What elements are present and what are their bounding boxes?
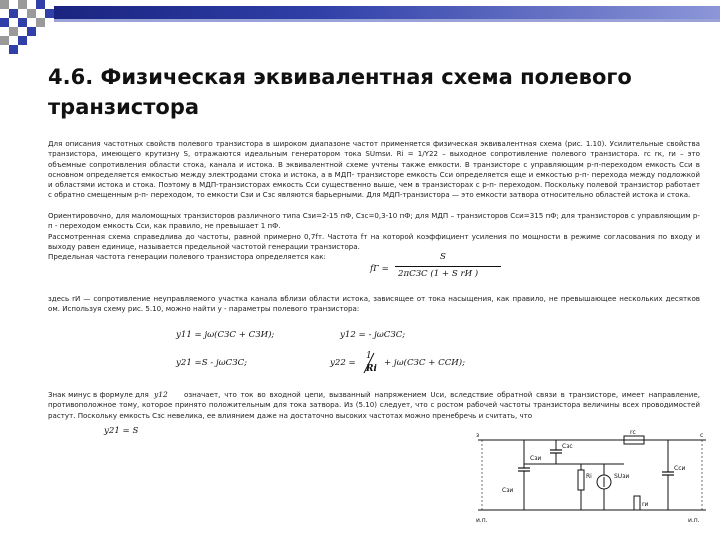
formula-y11: y11 = jω(CЗС + CЗИ); bbox=[176, 330, 275, 340]
circuit-label-csi: Сси bbox=[674, 465, 686, 472]
header-bar bbox=[54, 6, 720, 19]
paragraph-frequency: Рассмотренная схема справедлива до частоты, равной примерно 0,7fт. Частота fт на которой коэффициент усиления по мощности в режиме согласования по входу и выходу равен единице, называется предельной частотой генерации транзистора. bbox=[48, 232, 700, 252]
formula-y22-rhs: + jω(CЗС + CСИ); bbox=[384, 358, 466, 368]
formula-y12-inline: y12 bbox=[154, 390, 168, 399]
circuit-label-gate: з bbox=[476, 432, 480, 439]
circuit-label-rc: rс bbox=[630, 430, 636, 436]
page-title: 4.6. Физическая эквивалентная схема полевого транзистора bbox=[48, 65, 632, 119]
formula-ft-numerator: S bbox=[440, 252, 446, 262]
paragraph-conclusion-body: означает, что ток во входной цепи, вызванный напряжением Uси, вследствие обратной связи в транзисторе, имеет направление, противоположное тому, которое принято положительным для тока затвора. Из (5.10) следует, что с ростом рабочей частоты транзистора величины всех проводимостей растут. Поскольку емкость Сзс невелика, ее влиянием даже на достаточно высоких частотах можно пренебречь и считать, что bbox=[48, 390, 700, 420]
checker-decoration bbox=[0, 0, 54, 54]
paragraph-ft-definition: Предельная частота генерации полевого транзистора определяется как: bbox=[48, 252, 326, 261]
formula-y12: y12 = - jωCЗС; bbox=[340, 330, 406, 340]
paragraph-capacitances: Ориентировочно, для маломощных транзисторов различного типа Сзи=2-15 пФ, Сзс=0,3-10 пФ; для МДП – транзисторов Сси=315 пФ; для транзисторов с управляющим р-п - переходом емкость Сси, как правило, не превышает 1 пФ. bbox=[48, 211, 700, 231]
circuit-label-czi: Сзи bbox=[530, 455, 542, 462]
paragraph-conclusion-lead: Знак минус в формуле для bbox=[48, 390, 149, 399]
paragraph-conclusion bbox=[48, 390, 700, 421]
circuit-label-czc: Сзс bbox=[562, 443, 573, 450]
formula-y21: y21 =S - jωCЗС; bbox=[176, 358, 248, 368]
circuit-label-output-port: и.п. bbox=[688, 517, 700, 524]
formula-y21-approx: y21 = S bbox=[104, 426, 139, 436]
paragraph-intro: Для описания частотных свойств полевого транзистора в широком диапазоне частот применяется физическая эквивалентная схема (рис. 1.10). Усилительные свойства транзистора, имеющего крутизну S, отражаются идеальным генератором тока SUmsи. Ri = 1/Y22 – выходное сопротивление полевого транзистора. rс rк, rи – это объемные сопротивления области стока, канала и истока. В эквивалентной схеме учтены также емкости. В транзисторе с управляющим р-п-переходом емкость Сси в основном определяется емкостью между электродами стока и истока, а в МДП- транзисторе емкость Сси определяется еще и емкостью р-п- перехода между подложкой и областями истока и стока. Поэтому в МДП-транзисторах емкость Сси существенно выше, чем в транзисторах с р-п- переходом. Поскольку полевой транзистор работает с обратно смещенным р-п- переходом, то емкости Сзи и Сзс являются барьерными. Для МДП-транзистора — это емкости затвора относительно областей истока и стока. bbox=[48, 139, 700, 200]
formula-y22-lhs: y22 = bbox=[330, 358, 356, 368]
circuit-label-input-port: и.п. bbox=[476, 517, 488, 524]
formula-y22-numerator: 1 bbox=[366, 351, 372, 361]
header-underline bbox=[54, 19, 720, 22]
formula-y22-denominator: Ri bbox=[366, 364, 377, 374]
formula-ft-denominator: 2πCЗС (1 + S rИ ) bbox=[398, 269, 479, 279]
circuit-label-current-source: SUзи bbox=[614, 473, 630, 480]
paragraph-ri-explanation: здесь rИ — сопротивление неуправляемого участка канала вблизи области истока, зависящее от тока насыщения, как правило, не превышающее нескольких десятков ом. Используя схему рис. 5.10, можно найти у - параметры полевого транзистора: bbox=[48, 294, 700, 314]
equivalent-circuit-diagram bbox=[474, 430, 712, 530]
circuit-label-czi-lower: Сзи bbox=[502, 487, 514, 494]
formula-ft-fraction-line bbox=[395, 266, 501, 267]
circuit-label-ri-source: rи bbox=[642, 501, 649, 508]
formula-ft-lhs: fГ = bbox=[370, 264, 389, 274]
circuit-label-ri: Ri bbox=[586, 473, 592, 480]
circuit-label-drain: с bbox=[700, 432, 704, 439]
